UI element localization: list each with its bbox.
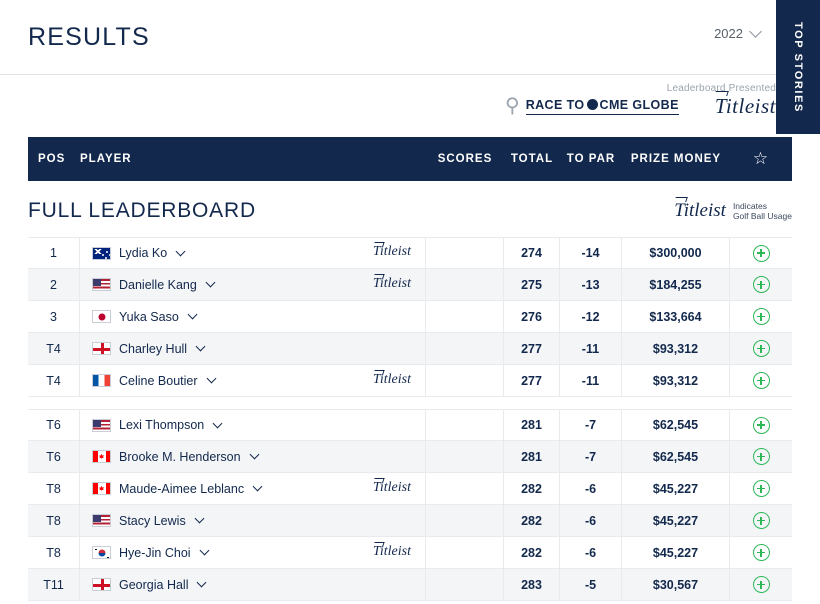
cell-player[interactable]	[80, 473, 426, 505]
table-row[interactable]	[28, 365, 792, 397]
cell-prize-money: $30,567	[622, 569, 730, 601]
race-to-cme-globe-logo	[505, 96, 679, 116]
leaderboard-column-header	[28, 137, 792, 181]
player-name: Hye-Jin Choi	[119, 545, 191, 560]
page-header	[0, 0, 820, 75]
column-pos: POS	[38, 153, 66, 165]
plus-icon[interactable]	[753, 576, 770, 593]
chevron-down-icon[interactable]	[213, 418, 223, 428]
cell-total: 276	[504, 301, 560, 333]
cell-player[interactable]	[80, 301, 426, 333]
chevron-down-icon[interactable]	[249, 450, 259, 460]
cell-expand[interactable]	[730, 269, 792, 301]
race-text-left: RACE TO	[525, 97, 585, 112]
column-total: TOTAL	[510, 153, 554, 165]
cell-player[interactable]	[80, 365, 426, 397]
leaderboard-title: FULL LEADERBOARD	[28, 199, 256, 222]
globe-icon	[587, 99, 598, 110]
cell-total: 282	[504, 505, 560, 537]
star-icon[interactable]: ☆	[752, 149, 770, 168]
cell-scores	[426, 365, 504, 397]
cell-expand[interactable]	[730, 365, 792, 397]
cell-scores	[426, 505, 504, 537]
plus-icon[interactable]	[753, 308, 770, 325]
cell-position: T8	[28, 505, 80, 537]
country-flag-icon	[92, 514, 111, 527]
cell-to-par: -7	[560, 409, 622, 441]
chevron-down-icon[interactable]	[187, 310, 197, 320]
plus-icon[interactable]	[753, 372, 770, 389]
cell-prize-money: $62,545	[622, 409, 730, 441]
cell-prize-money: $184,255	[622, 269, 730, 301]
year-selector-value: 2022	[714, 26, 743, 41]
chevron-down-icon[interactable]	[176, 246, 186, 256]
cell-expand[interactable]	[730, 333, 792, 365]
cell-position: 2	[28, 269, 80, 301]
cell-prize-money: $93,312	[622, 333, 730, 365]
cell-scores	[426, 441, 504, 473]
cell-position: T8	[28, 537, 80, 569]
plus-icon[interactable]	[753, 544, 770, 561]
table-row[interactable]	[28, 569, 792, 601]
cell-to-par: -6	[560, 537, 622, 569]
country-flag-icon	[92, 578, 111, 591]
leaderboard-group	[28, 409, 792, 601]
cell-expand[interactable]	[730, 237, 792, 269]
cell-total: 282	[504, 473, 560, 505]
chevron-down-icon[interactable]	[205, 278, 215, 288]
cell-position: T8	[28, 473, 80, 505]
plus-icon[interactable]	[753, 448, 770, 465]
cell-expand[interactable]	[730, 441, 792, 473]
plus-icon[interactable]	[753, 480, 770, 497]
titleist-ball-icon: Titleist	[372, 275, 411, 291]
table-row[interactable]	[28, 473, 792, 505]
cell-to-par: -11	[560, 333, 622, 365]
cell-total: 281	[504, 441, 560, 473]
cell-to-par: -6	[560, 473, 622, 505]
cell-prize-money: $133,664	[622, 301, 730, 333]
race-text-right: CME GLOBE	[599, 97, 679, 112]
cell-to-par: -13	[560, 269, 622, 301]
cell-position: 1	[28, 237, 80, 269]
cell-to-par: -11	[560, 365, 622, 397]
cell-player[interactable]	[80, 537, 426, 569]
cell-prize-money: $300,000	[622, 237, 730, 269]
table-row[interactable]	[28, 505, 792, 537]
plus-icon[interactable]	[753, 512, 770, 529]
cell-total: 277	[504, 365, 560, 397]
year-selector[interactable]	[714, 26, 760, 41]
player-name: Yuka Saso	[119, 309, 179, 324]
cell-player[interactable]	[80, 569, 426, 601]
titleist-logo: Titleist	[714, 93, 776, 118]
player-name: Celine Boutier	[119, 373, 198, 388]
column-to-par: TO PAR	[566, 153, 616, 165]
chevron-down-icon[interactable]	[196, 342, 206, 352]
cell-scores	[426, 409, 504, 441]
cell-player[interactable]	[80, 441, 426, 473]
chevron-down-icon[interactable]	[197, 578, 207, 588]
titleist-ball-icon: Titleist	[372, 543, 411, 559]
leaderboard-table	[28, 237, 792, 601]
player-name: Georgia Hall	[119, 577, 189, 592]
cell-scores	[426, 569, 504, 601]
sponsor-strip	[0, 75, 820, 137]
table-row[interactable]	[28, 333, 792, 365]
country-flag-icon	[92, 419, 111, 432]
page-title: RESULTS	[28, 22, 150, 51]
cell-expand[interactable]	[730, 537, 792, 569]
cell-total: 283	[504, 569, 560, 601]
table-row[interactable]	[28, 237, 792, 269]
ball-usage-line2: Golf Ball Usage	[732, 211, 792, 221]
titleist-logo-small: Titleist	[674, 200, 726, 221]
cell-scores	[426, 269, 504, 301]
cell-player[interactable]	[80, 505, 426, 537]
plus-icon[interactable]	[753, 276, 770, 293]
cell-scores	[426, 473, 504, 505]
cell-total: 275	[504, 269, 560, 301]
country-flag-icon	[92, 247, 111, 260]
cell-scores	[426, 237, 504, 269]
cell-scores	[426, 333, 504, 365]
table-row[interactable]	[28, 537, 792, 569]
country-flag-icon	[92, 310, 111, 323]
plus-icon[interactable]	[753, 340, 770, 357]
table-row[interactable]	[28, 441, 792, 473]
cell-position: T6	[28, 441, 80, 473]
chevron-down-icon[interactable]	[253, 482, 263, 492]
table-row[interactable]	[28, 269, 792, 301]
cell-expand[interactable]	[730, 569, 792, 601]
presented-by-label: Leaderboard Presented	[666, 83, 776, 94]
titleist-ball-icon: Titleist	[372, 479, 411, 495]
cell-prize-money: $93,312	[622, 365, 730, 397]
cell-position: T11	[28, 569, 80, 601]
cell-prize-money: $45,227	[622, 473, 730, 505]
cell-to-par: -5	[560, 569, 622, 601]
golf-ball-usage-legend	[674, 200, 792, 222]
cell-total: 281	[504, 409, 560, 441]
country-flag-icon	[92, 482, 111, 495]
cell-to-par: -12	[560, 301, 622, 333]
player-name: Stacy Lewis	[119, 513, 186, 528]
player-name: Brooke M. Henderson	[119, 449, 241, 464]
cell-expand[interactable]	[730, 409, 792, 441]
cell-total: 274	[504, 237, 560, 269]
column-prize-money: PRIZE MONEY	[630, 153, 722, 165]
ball-usage-line1: Indicates	[732, 201, 767, 211]
top-stories-tab[interactable]	[776, 0, 820, 134]
cell-player[interactable]	[80, 237, 426, 269]
country-flag-icon	[92, 278, 111, 291]
table-row[interactable]	[28, 409, 792, 441]
cell-total: 277	[504, 333, 560, 365]
plus-icon[interactable]	[753, 245, 770, 262]
column-player: PLAYER	[80, 153, 132, 165]
titleist-ball-icon: Titleist	[372, 244, 411, 259]
cell-player[interactable]	[80, 409, 426, 441]
cell-player[interactable]	[80, 333, 426, 365]
cell-position: T6	[28, 409, 80, 441]
country-flag-icon	[92, 546, 111, 559]
country-flag-icon	[92, 374, 111, 387]
leaderboard-title-row	[28, 181, 792, 237]
cell-position: T4	[28, 365, 80, 397]
cell-position: 3	[28, 301, 80, 333]
torch-icon: ⚲	[505, 95, 520, 117]
chevron-down-icon[interactable]	[194, 514, 204, 524]
player-name: Lexi Thompson	[119, 418, 205, 432]
cell-prize-money: $62,545	[622, 441, 730, 473]
player-name: Lydia Ko	[119, 246, 168, 260]
cell-player[interactable]	[80, 269, 426, 301]
cell-scores	[426, 537, 504, 569]
cell-expand[interactable]	[730, 473, 792, 505]
country-flag-icon	[92, 450, 111, 463]
cell-total: 282	[504, 537, 560, 569]
table-row[interactable]	[28, 301, 792, 333]
cell-expand[interactable]	[730, 505, 792, 537]
titleist-ball-icon: Titleist	[372, 371, 411, 387]
cell-prize-money: $45,227	[622, 505, 730, 537]
cell-expand[interactable]	[730, 301, 792, 333]
cell-position: T4	[28, 333, 80, 365]
player-name: Danielle Kang	[119, 277, 197, 292]
player-name: Maude-Aimee Leblanc	[119, 481, 245, 496]
top-stories-label: TOP STORIES	[792, 21, 804, 113]
country-flag-icon	[92, 342, 111, 355]
player-name: Charley Hull	[119, 341, 188, 356]
chevron-down-icon[interactable]	[206, 374, 216, 384]
column-scores: SCORES	[437, 153, 493, 165]
cell-to-par: -14	[560, 237, 622, 269]
cell-prize-money: $45,227	[622, 537, 730, 569]
cell-scores	[426, 301, 504, 333]
cell-to-par: -7	[560, 441, 622, 473]
plus-icon[interactable]	[753, 417, 770, 434]
chevron-down-icon[interactable]	[199, 546, 209, 556]
cell-to-par: -6	[560, 505, 622, 537]
chevron-down-icon	[749, 25, 762, 38]
leaderboard-group	[28, 237, 792, 397]
